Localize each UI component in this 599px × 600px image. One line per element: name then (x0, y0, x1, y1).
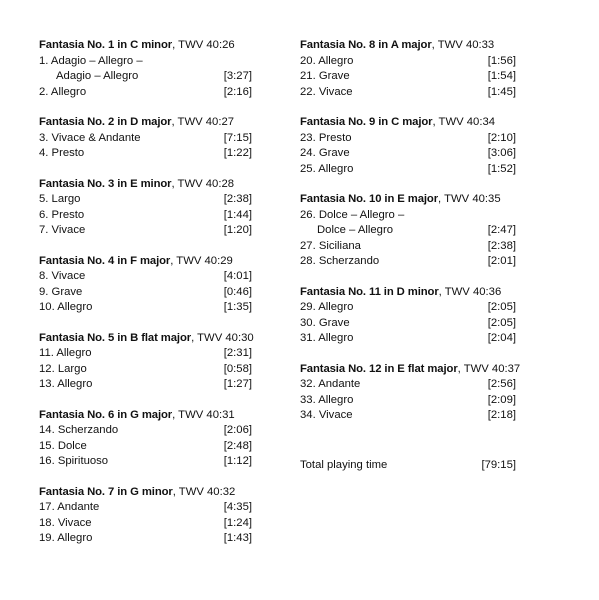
track-row (300, 208, 516, 239)
track-name: 21. Grave (300, 70, 350, 82)
track-duration: [7:15] (223, 131, 252, 144)
fantasia-title: Fantasia No. 1 in C minor (39, 39, 173, 51)
track-duration: [1:52] (487, 162, 516, 175)
track-row (39, 500, 252, 516)
track-name: 8. Vivace (39, 270, 86, 282)
track-duration: [0:58] (223, 362, 252, 375)
fantasia-title: Fantasia No. 9 in C major (300, 116, 433, 128)
fantasia-section (39, 254, 252, 316)
track-name: 16. Spirituoso (39, 455, 109, 467)
track-row (300, 54, 516, 70)
track-row (39, 131, 252, 147)
fantasia-title: Fantasia No. 2 in D major (39, 116, 172, 128)
track-duration: [2:09] (487, 393, 516, 406)
track-row (39, 531, 252, 547)
fantasia-catalog-number: , TWV 40:31 (172, 408, 235, 421)
track-duration: [1:43] (223, 532, 252, 544)
track-row (39, 423, 252, 439)
fantasia-section (39, 331, 252, 393)
fantasia-section (300, 285, 516, 347)
track-name: 24. Grave (300, 147, 350, 159)
track-row (300, 377, 516, 393)
track-duration: [2:04] (487, 332, 516, 344)
track-row (39, 146, 252, 162)
track-row (39, 223, 252, 239)
track-name: 12. Largo (39, 362, 87, 375)
track-duration: [3:06] (487, 147, 516, 159)
track-row (39, 439, 252, 455)
track-row (300, 408, 516, 424)
track-row (300, 331, 516, 347)
track-row (39, 85, 252, 101)
fantasia-catalog-number: , TWV 40:35 (438, 193, 501, 205)
track-name: 27. Siciliana (300, 239, 361, 252)
track-row (300, 69, 516, 85)
fantasia-catalog-number: , TWV 40:26 (172, 39, 235, 51)
track-duration: [1:22] (223, 147, 252, 159)
track-row (39, 285, 252, 301)
track-duration: [4:35] (223, 501, 252, 513)
track-duration: [1:20] (223, 224, 252, 236)
fantasia-catalog-number: , TWV 40:32 (172, 485, 236, 498)
track-name: 28. Scherzando (300, 255, 380, 267)
fantasia-catalog-number: , TWV 40:34 (432, 116, 496, 128)
fantasia-section (39, 408, 252, 470)
fantasia-catalog-number: , TWV 40:36 (438, 285, 502, 298)
track-duration: [0:46] (223, 285, 252, 298)
fantasia-title: Fantasia No. 3 in E minor (39, 177, 172, 190)
track-duration: [1:54] (487, 70, 516, 82)
track-name: 1. Adagio – Allegro – (39, 54, 143, 67)
track-duration: [1:24] (223, 516, 252, 529)
fantasia-heading (39, 485, 252, 501)
fantasia-heading (300, 115, 516, 131)
track-duration: [2:47] (487, 224, 516, 236)
track-row (300, 85, 516, 101)
track-row (39, 346, 252, 362)
track-name: 15. Dolce (39, 439, 87, 452)
track-name: 31. Allegro (300, 332, 354, 344)
fantasia-heading (300, 38, 516, 54)
total-playing-time (300, 458, 516, 474)
fantasia-catalog-number: , TWV 40:29 (170, 254, 233, 267)
track-duration: [2:06] (223, 424, 252, 436)
track-name: 20. Allegro (300, 54, 354, 67)
fantasia-section (39, 115, 252, 162)
fantasia-section (39, 485, 252, 547)
fantasia-heading (39, 331, 252, 347)
fantasia-section (300, 115, 516, 177)
fantasia-catalog-number: , TWV 40:28 (171, 177, 235, 190)
fantasia-catalog-number: , TWV 40:37 (457, 362, 521, 375)
fantasia-heading (39, 115, 252, 131)
track-duration: [2:31] (223, 347, 252, 359)
track-name: 3. Vivace & Andante (39, 131, 141, 144)
track-name: 30. Grave (300, 316, 350, 329)
fantasia-heading (39, 254, 252, 270)
track-duration: [2:16] (223, 85, 252, 98)
track-name: 10. Allegro (39, 301, 93, 313)
track-row (300, 131, 516, 147)
track-row (300, 239, 516, 255)
track-row (39, 377, 252, 393)
track-row (39, 208, 252, 224)
tracklist-column-right (300, 38, 521, 439)
track-row (39, 269, 252, 285)
track-duration: [2:05] (487, 301, 516, 313)
fantasia-title: Fantasia No. 6 in G major (39, 408, 173, 421)
track-duration: [2:38] (487, 239, 516, 252)
track-row (300, 146, 516, 162)
fantasia-catalog-number: , TWV 40:33 (431, 39, 495, 51)
fantasia-title: Fantasia No. 10 in E major (300, 193, 439, 205)
track-duration: [2:56] (487, 378, 516, 390)
track-name: Adagio – Allegro (56, 70, 139, 82)
track-duration: [1:56] (487, 54, 516, 67)
track-name: 18. Vivace (39, 516, 92, 529)
fantasia-title: Fantasia No. 12 in E flat major (300, 362, 458, 375)
track-row (300, 254, 516, 270)
track-row (39, 362, 252, 378)
fantasia-section (300, 38, 516, 100)
fantasia-heading (300, 192, 516, 208)
track-name: 26. Dolce – Allegro – (300, 208, 405, 221)
fantasia-catalog-number: , TWV 40:27 (171, 116, 235, 128)
track-name: 29. Allegro (300, 301, 354, 313)
track-row (39, 192, 252, 208)
track-duration: [1:35] (223, 301, 252, 313)
track-duration: [1:45] (487, 85, 516, 98)
track-duration: [2:18] (487, 409, 516, 421)
fantasia-heading (300, 285, 516, 301)
fantasia-heading (39, 177, 252, 193)
fantasia-heading (300, 362, 521, 378)
track-name: 17. Andante (39, 501, 100, 513)
track-name: 2. Allegro (39, 85, 87, 98)
fantasia-section (300, 192, 516, 270)
track-duration: [1:12] (223, 455, 252, 467)
track-name: 5. Largo (39, 193, 81, 205)
fantasia-section (39, 177, 252, 239)
track-name: 23. Presto (300, 131, 352, 144)
fantasia-title: Fantasia No. 7 in G minor (39, 485, 173, 498)
track-row (39, 516, 252, 532)
fantasia-heading (39, 408, 252, 424)
track-row (300, 316, 516, 332)
track-duration: [2:10] (487, 131, 516, 144)
track-row (39, 54, 252, 85)
fantasia-catalog-number: , TWV 40:30 (191, 331, 254, 344)
total-label: Total playing time (300, 459, 388, 471)
fantasia-title: Fantasia No. 5 in B flat major (39, 331, 192, 344)
track-name: 4. Presto (39, 147, 85, 159)
fantasia-title: Fantasia No. 11 in D minor (300, 285, 439, 298)
track-name: 11. Allegro (39, 347, 92, 359)
track-duration: [3:27] (223, 70, 252, 82)
track-duration: [4:01] (223, 270, 252, 282)
track-duration: [2:48] (223, 439, 252, 452)
track-name: 14. Scherzando (39, 424, 119, 436)
track-duration: [2:38] (223, 193, 252, 205)
fantasia-title: Fantasia No. 8 in A major (300, 39, 432, 51)
track-name: 19. Allegro (39, 532, 93, 544)
track-row (300, 300, 516, 316)
track-name: 13. Allegro (39, 378, 93, 390)
track-row (39, 454, 252, 470)
track-duration: [1:27] (223, 378, 252, 390)
track-name: 32. Andante (300, 378, 361, 390)
track-duration: [2:05] (487, 316, 516, 329)
track-name: 33. Allegro (300, 393, 354, 406)
track-name: Dolce – Allegro (317, 224, 393, 236)
fantasia-section (39, 38, 252, 100)
track-row (39, 300, 252, 316)
tracklist-column-left (39, 38, 252, 562)
track-name: 22. Vivace (300, 85, 353, 98)
total-time: [79:15] (481, 459, 516, 471)
fantasia-section (300, 362, 521, 424)
track-name: 25. Allegro (300, 162, 354, 175)
track-duration: [2:01] (487, 255, 516, 267)
fantasia-title: Fantasia No. 4 in F major (39, 254, 171, 267)
track-name: 6. Presto (39, 208, 85, 221)
track-name: 34. Vivace (300, 409, 353, 421)
track-row (300, 162, 516, 178)
track-name: 9. Grave (39, 285, 83, 298)
track-duration: [1:44] (223, 208, 252, 221)
track-row (300, 393, 516, 409)
fantasia-heading (39, 38, 252, 54)
track-name: 7. Vivace (39, 224, 86, 236)
